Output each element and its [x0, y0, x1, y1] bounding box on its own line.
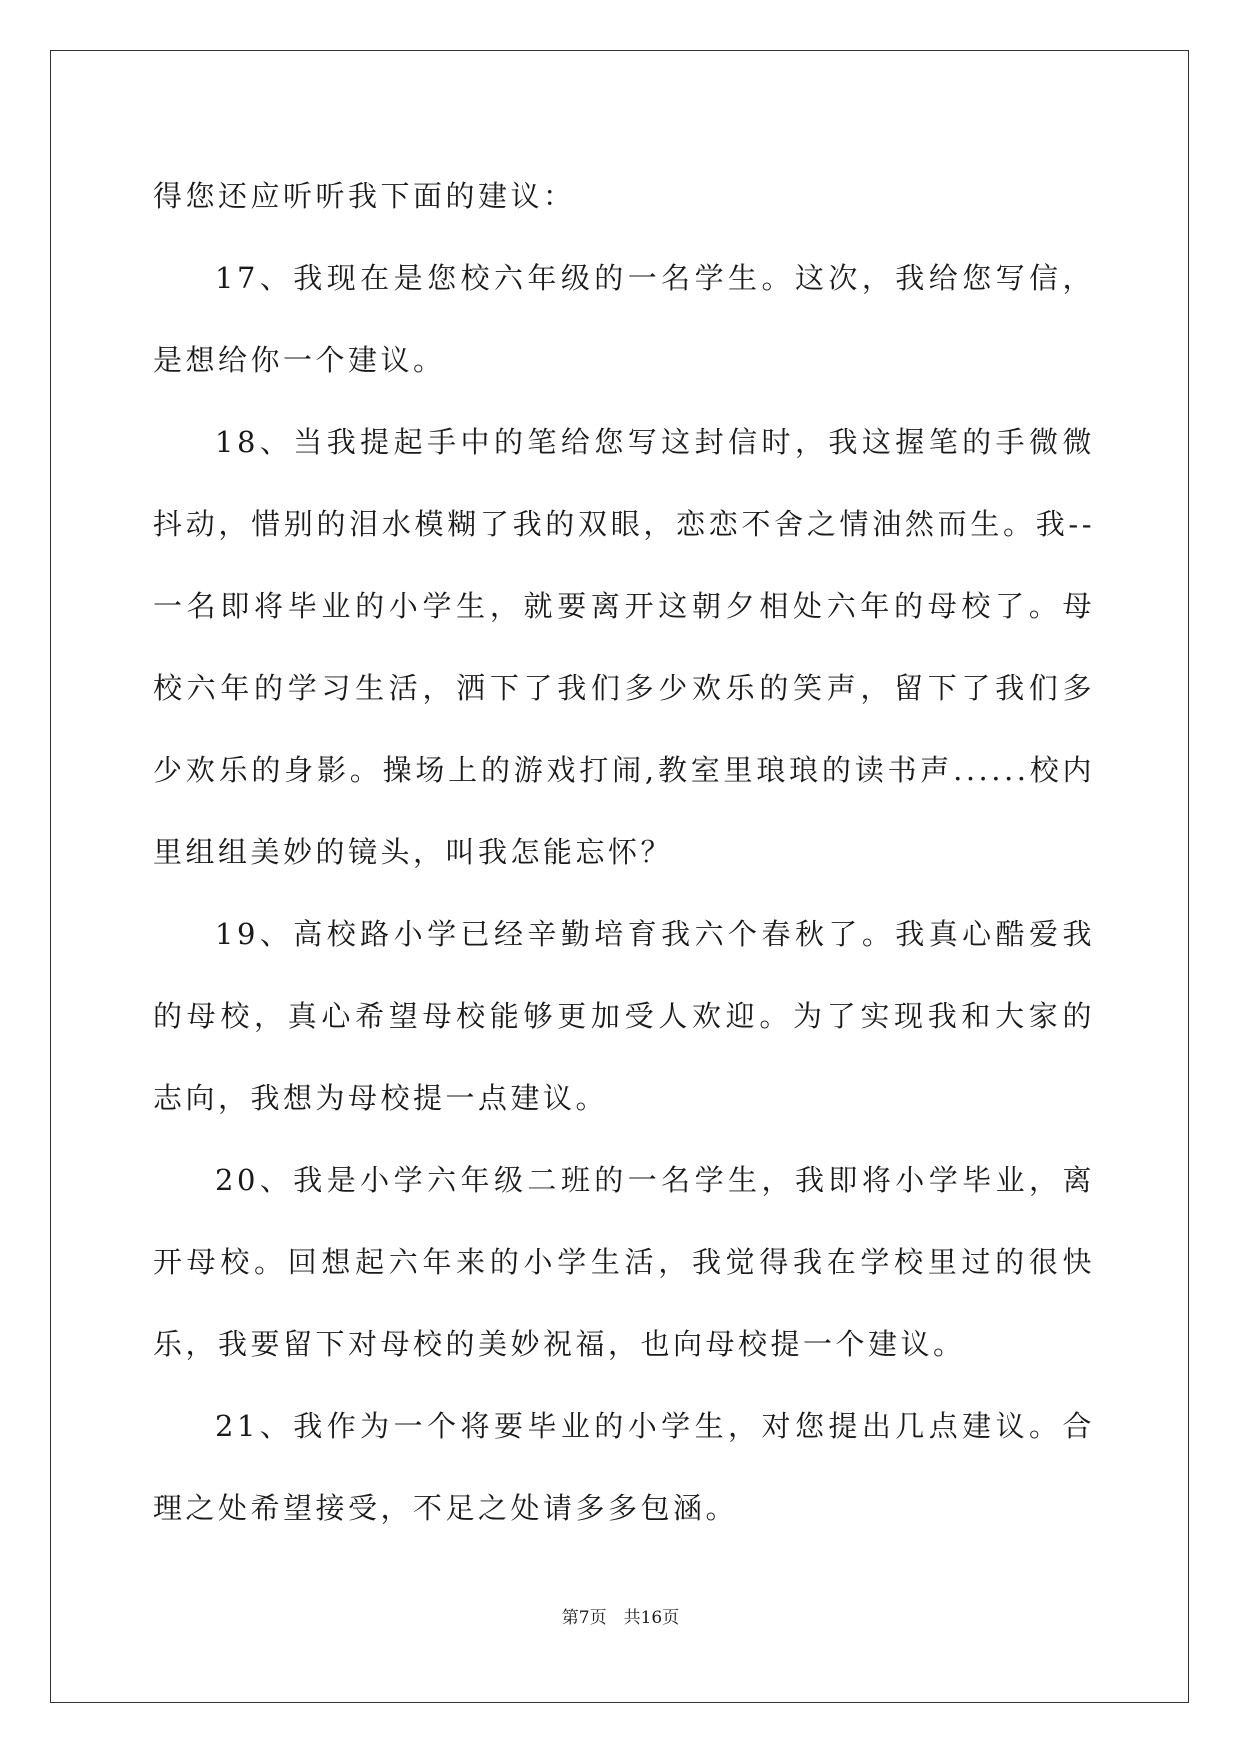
paragraph-20: 20、我是小学六年级二班的一名学生，我即将小学毕业，离开母校。回想起六年来的小学生活，我觉得我在学校里过的很快乐，我要留下对母校的美妙祝福，也向母校提一个建议。 — [153, 1163, 1095, 1361]
paragraph-21: 21、我作为一个将要毕业的小学生，对您提出几点建议。合理之处希望接受，不足之处请多多包涵。 — [153, 1409, 1095, 1525]
paragraph-18: 18、当我提起手中的笔给您写这封信时，我这握笔的手微微抖动，惜别的泪水模糊了我的双眼，恋恋不舍之情油然而生。我--一名即将毕业的小学生，就要离开这朝夕相处六年的母校了。母校六年的学习生活，洒下了我们多少欢乐的笑声，留下了我们多少欢乐的身影。操场上的游戏打闹,教室里琅琅的读书声......校内里组组美妙的镜头，叫我怎能忘怀？ — [153, 425, 1095, 869]
paragraph-continuation: 得您还应听听我下面的建议： — [153, 179, 576, 213]
paragraph-19: 19、高校路小学已经辛勤培育我六个春秋了。我真心酷爱我的母校，真心希望母校能够更加受人欢迎。为了实现我和大家的志向，我想为母校提一点建议。 — [153, 917, 1095, 1115]
page-number: 第7页 共16页 — [561, 1608, 680, 1628]
paragraph-17: 17、我现在是您校六年级的一名学生。这次，我给您写信，是想给你一个建议。 — [153, 261, 1095, 377]
document-body — [153, 155, 1095, 1549]
page-footer — [0, 1603, 1241, 1628]
